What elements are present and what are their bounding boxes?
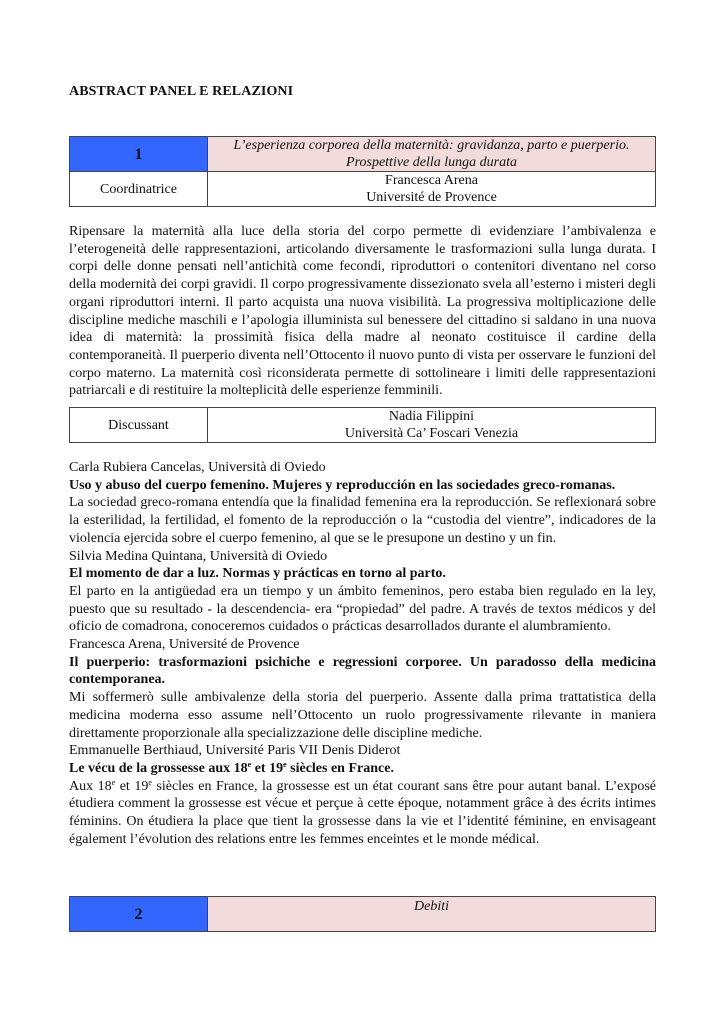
panel-title-line-2: Prospettive della lunga durata [346,155,517,170]
talk-abstract: La sociedad greco-romana entendía que la finalidad femenina era la reproducción. Se reflexionará sobre la esterilidad, la fertilidad, el fomento de la reproducción o la “custodia del vientre”, indicadores de la violencia ejercida sobre el cuerpo femenino, al que se le presupone un destino y un fin. [69,495,656,546]
discussant-label: Discussant [70,408,208,443]
coordinator-info [208,172,656,207]
talk-abstracts [69,459,656,848]
talk-abstract: Mi soffermerò sulle ambivalenze della storia del puerperio. Assente dalla prima trattatistica della medicina moderna esso assume nell’Ottocento un ruolo progressivamente rilevante in maniera direttamente proporzionale alla specializzazione delle discipline mediche. [69,690,656,741]
talk-author: Emmanuelle Berthiaud, Université Paris VII Denis Diderot [69,743,401,759]
talk-title: Le vécu de la grossesse aux 18e et 19e siècles en France. [69,759,394,776]
talk-title: Il puerperio: trasformazioni psichiche e regressioni corporee. Un paradosso della medicina contemporanea. [69,654,656,688]
panel-number: 2 [70,897,208,932]
talk-author: Silvia Medina Quintana, Università di Oviedo [69,548,328,564]
talk-title: El momento de dar a luz. Normas y prácticas en torno al parto. [69,566,446,582]
discussant-table [69,407,656,443]
talk-abstract: El parto en la antigüedad era un tiempo y un ámbito femeninos, pero estaba bien regulado en la ley, puesto que su resultado - la descendencia- era “propiedad” del padre. A través de textos médicos y del oficio de comadrona, conoceremos cuidados o prácticas desarrollados durante el alumbramiento. [69,583,656,635]
talk-title: Uso y abuso del cuerpo femenino. Mujeres y reproducción en las sociedades greco-romanas. [69,477,616,493]
panel-number: 1 [70,137,208,172]
talk-abstract: Aux 18e et 19e siècles en France, la grossesse est un état courant sans être pour autant banal. L’exposé étudiera comment la grossesse est vécue et perçue à cette époque, notamment grâce à des écrits intimes féminins. On étudiera la place que tient la grossesse dans la vie et l’identité féminine, en envisageant également l’évolution des relations entre les femmes enceintes et le monde médical. [69,777,656,847]
panel-title: Debiti [208,897,656,932]
talk-author: Francesca Arena, Université de Provence [69,637,300,653]
panel-title [208,137,656,172]
coordinator-name: Francesca Arena [385,173,478,188]
panel-2-table [69,896,656,932]
discussant-name: Nadia Filippini [388,409,475,424]
coordinator-affiliation: Université de Provence [366,190,497,205]
talk-author: Carla Rubiera Cancelas, Università di Oviedo [69,460,326,475]
page-heading: ABSTRACT PANEL E RELAZIONI [69,84,294,99]
coordinator-label: Coordinatrice [70,172,208,207]
panel-intro-paragraph: Ripensare la maternità alla luce della storia del corpo permette di evidenziare l’ambivalenza e l’eterogeneità delle rappresentazioni, articolando diversamente le trasformazioni sulla lunga durata. I corpi delle donne pensati nell’antichità come fecondi, riproduttori o contenitori diventano nel corso della modernità dei corpi gravidi. Il corpo progressivamente dissezionato svela all’esterno i misteri degli organi riproduttori interni. Il parto acquista una nuova visibilità. La progressiva moltiplicazione delle discipline mediche maschili e l’apologia illuminista sul benessere del cittadino si saldano in una nuova idea di maternità: la prossimità fisica della madre al neonato costituisce il cardine della contemporaneità. Il puerperio diventa nell’Ottocento il nuovo punto di vista per osservare le funzioni del corpo materno. La maternità così riconsiderata permette di sottolineare i limiti delle rappresentazioni patriarcali e di restituire la molteplicità delle esperienze femminili. [69,224,656,399]
discussant-info [208,408,656,443]
panel-1-table [69,136,656,207]
panel-title-line-1: L’esperienza corporea della maternità: gravidanza, parto e puerperio. [233,138,630,153]
discussant-affiliation: Università Ca’ Foscari Venezia [344,426,519,441]
